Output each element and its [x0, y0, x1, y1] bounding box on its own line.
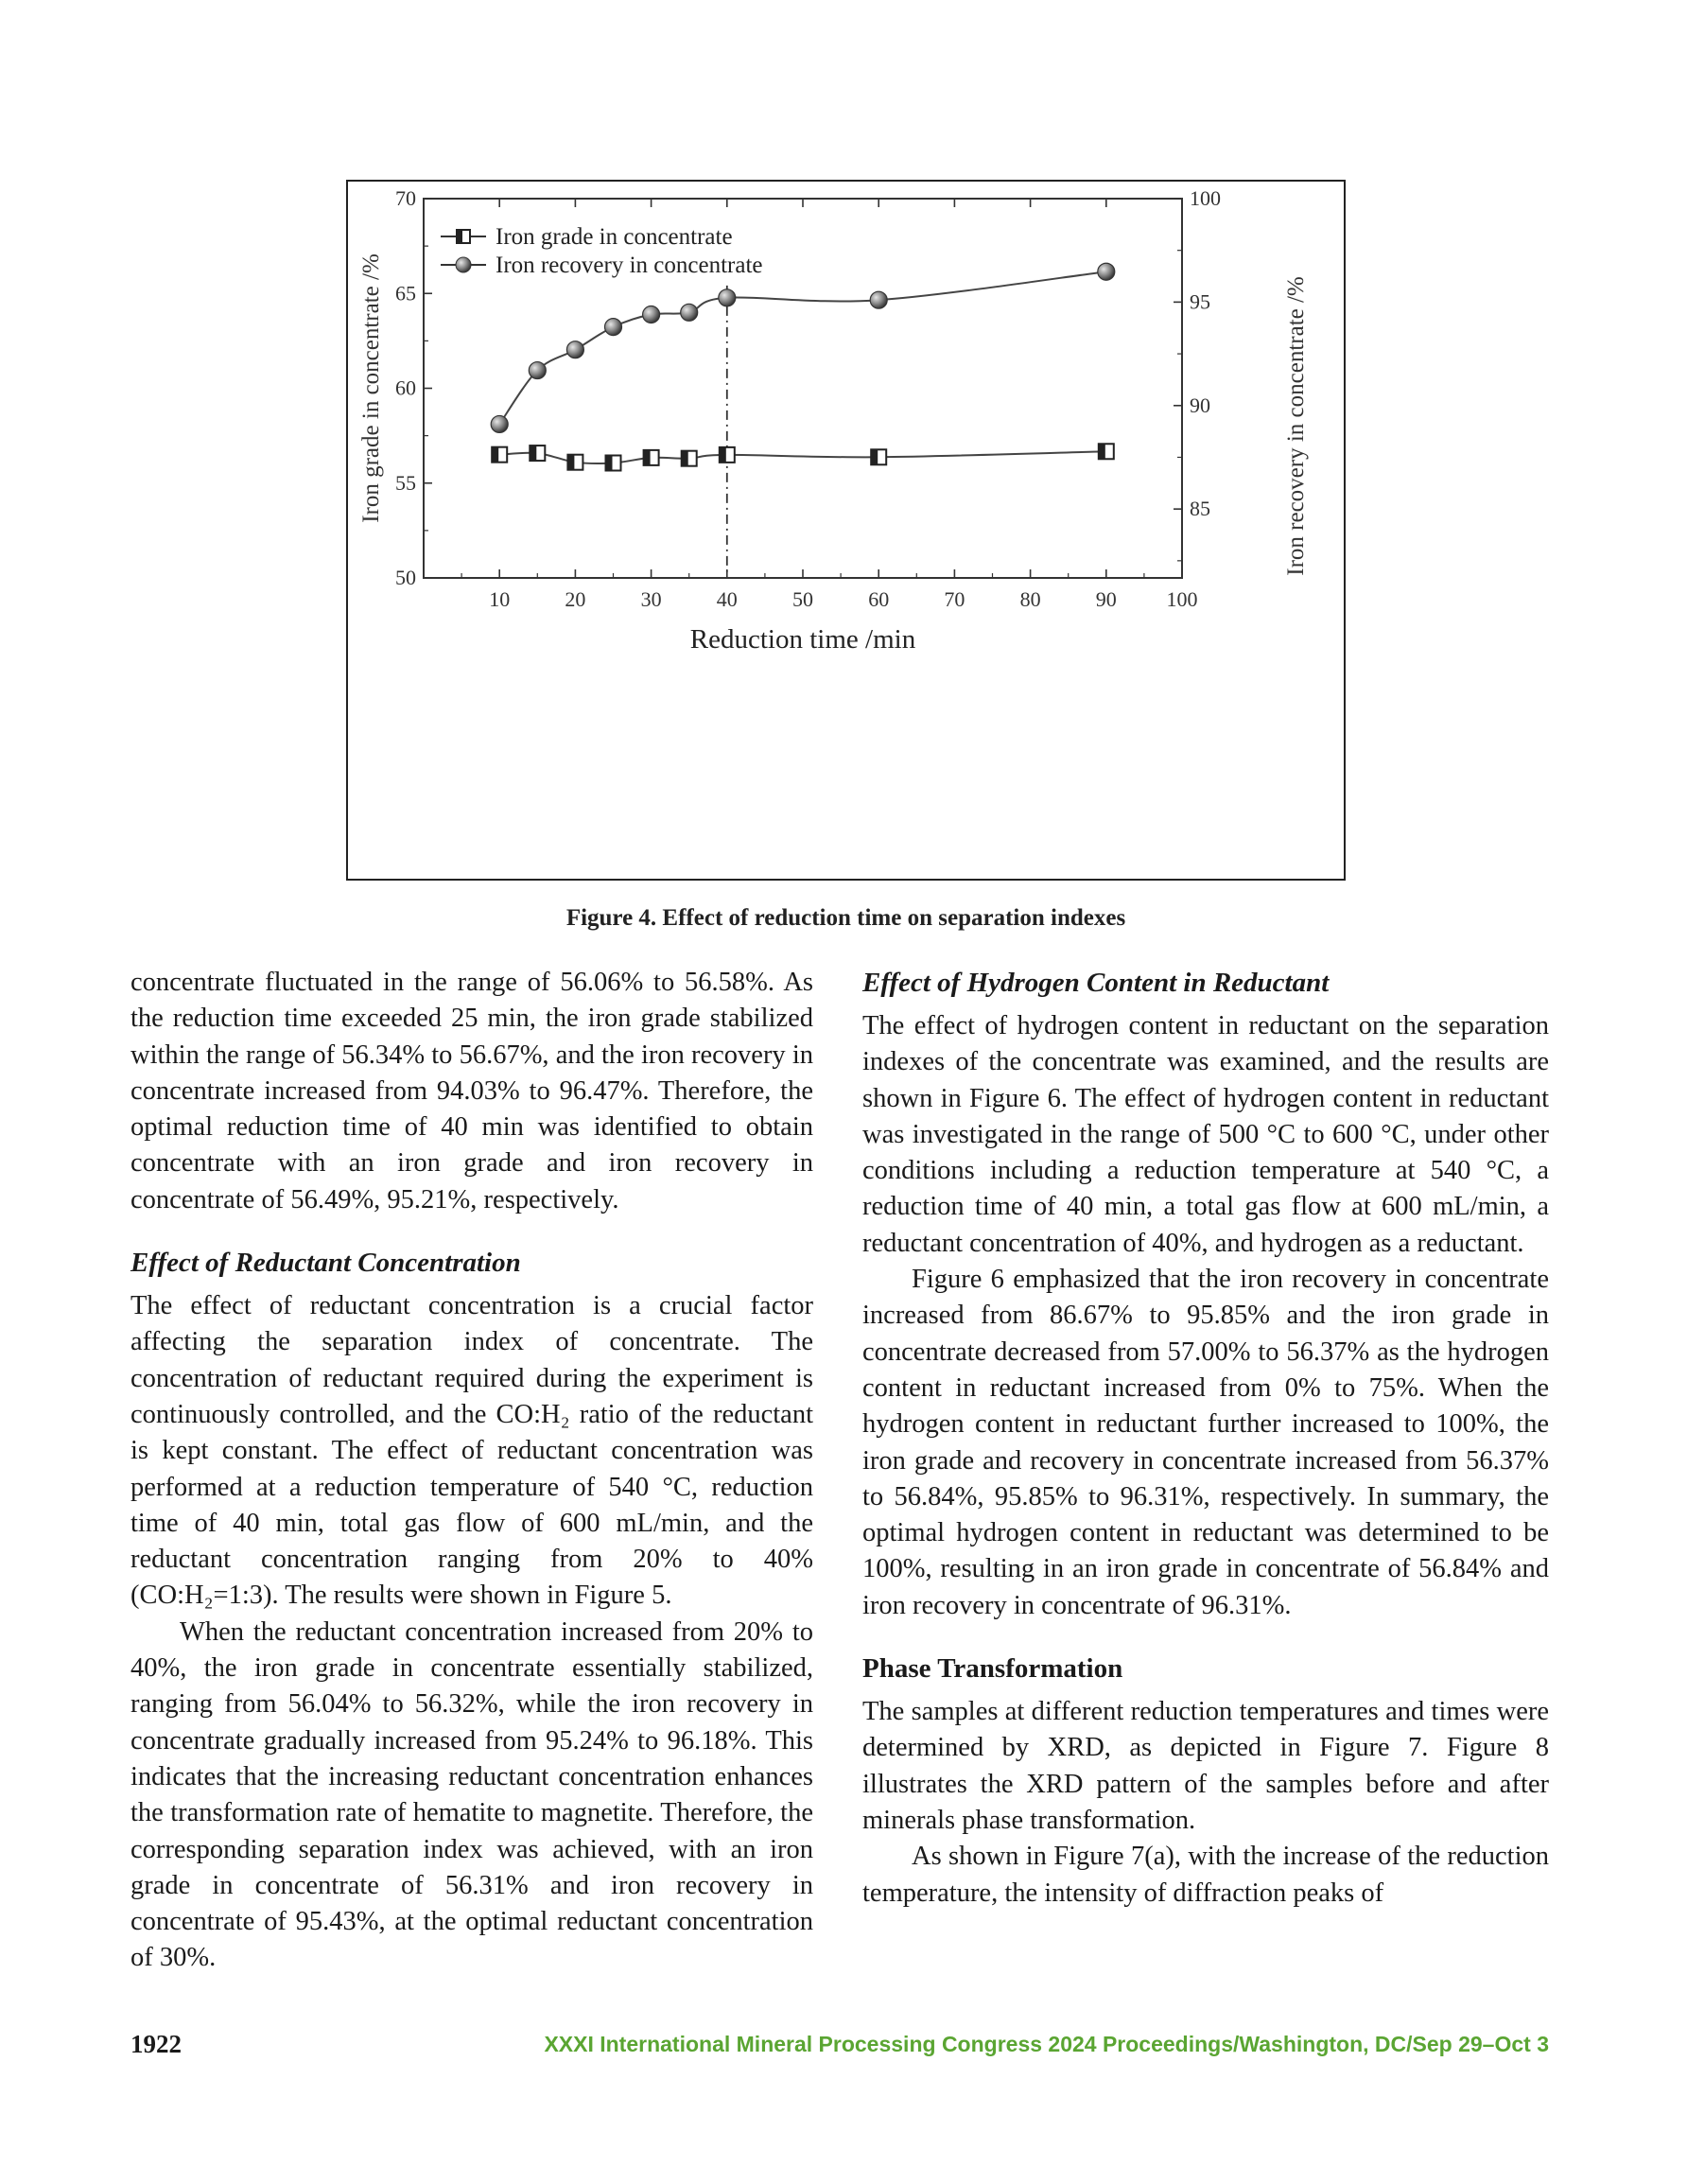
section-heading: Effect of Reductant Concentration [130, 1248, 521, 1279]
legend-marker [456, 257, 471, 272]
data-point-grade [1099, 444, 1114, 459]
y-right-tick-label: 95 [1190, 289, 1210, 314]
x-tick-label: 70 [944, 587, 965, 611]
x-tick-label: 80 [1019, 587, 1041, 611]
x-tick-label: 10 [489, 587, 511, 611]
x-tick-label: 100 [1166, 587, 1198, 611]
figure-4 [346, 180, 1346, 881]
chart-legend [441, 224, 762, 278]
y-right-tick-label: 100 [1190, 186, 1221, 210]
y-left-tick-label: 55 [395, 470, 416, 495]
y-right-tick-label: 85 [1190, 497, 1210, 521]
paragraph: The effect of hydrogen content in reductant on the separation indexes of the concentrate was examined, and the results are shown in Figure 6. The effect of hydrogen content in reductant was investigated in the range of 500 °C to 600 °C, under other conditions including a reduction temperature at 540 °C, a reduction time of 40 min, a total gas flow at 600 mL/min, a reductant concentration of 40%, and hydrogen as a reductant. [862, 1011, 1549, 1258]
data-point-grade [682, 451, 697, 466]
y-right-tick-label: 90 [1190, 393, 1210, 417]
marker-fill [871, 449, 878, 464]
plot-marks [491, 263, 1115, 578]
conference-footer: XXXI International Mineral Processing Congress 2024 Proceedings/Washington, DC/Sep 29–Oct 3 [544, 2032, 1549, 2056]
data-point-recovery [529, 362, 546, 379]
y-left-tick-label: 65 [395, 281, 416, 306]
paragraph: As shown in Figure 7(a), with the increase of the reduction temperature, the intensity of diffraction peaks of [862, 1842, 1549, 1908]
marker-fill [492, 447, 498, 463]
y-left-tick-label: 70 [395, 186, 416, 210]
paragraph: concentrate fluctuated in the range of 56.06% to 56.58%. As the reduction time exceeded 25 min, the iron grade stabilized within the range of 56.34% to 56.67%, and the iron recovery in concentrate increased from 94.03% to 96.47%. Therefore, the optimal reduction time of 40 min was identified to obtain concentrate with an iron grade and iron recovery in concentrate of 56.49%, 95.21%, respectively. [130, 968, 813, 1214]
paragraph: When the reductant concentration increased from 20% to 40%, the iron grade in concentrate essentially stabilized, ranging from 56.04% to 56.32%, while the iron recovery in concentrate gradually increased from 95.24% to 96.18%. This indicates that the increasing reductant concentration enhances the transformation rate of hematite to magnetite. Therefore, the corresponding separation index was achieved, with an iron grade in concentrate of 56.31% and iron recovery in concentrate of 95.43%, at the optimal reductant concentration of 30%. [130, 1616, 813, 1973]
x-tick-label: 40 [716, 587, 738, 611]
y-left-tick-label: 50 [395, 566, 416, 589]
data-point-recovery [643, 306, 660, 323]
legend-marker-fill [457, 230, 462, 243]
data-point-recovery [566, 341, 583, 358]
x-tick-label: 20 [565, 587, 586, 611]
paragraph: The effect of reductant concentration is a crucial factor affecting the separation index of concentrate. The concentration of reductant required during the experiment is continuously controlled, and the CO:H₂ ratio of the reductant is kept constant. The effect of reductant concentration was performed at a reduction temperature of 540 °C, reduction time of 40 min, total gas flow of 600 mL/min, and the reductant concentration ranging from 20% to 40% (CO:H₂=1:3). The results were shown in Figure 5. [130, 1291, 813, 1611]
data-point-recovery [719, 289, 736, 306]
chart [348, 182, 1344, 879]
data-point-recovery [605, 319, 622, 336]
section-heading: Effect of Hydrogen Content in Reductant [862, 968, 1330, 998]
marker-fill [530, 446, 536, 461]
y-right-axis-label: Iron recovery in concentrate /% [1283, 276, 1309, 576]
marker-fill [1099, 444, 1105, 459]
data-point-recovery [681, 304, 698, 321]
legend-label: Iron recovery in concentrate [496, 253, 763, 278]
data-point-recovery [870, 291, 887, 308]
marker-fill [567, 455, 574, 470]
y-left-axis-label: Iron grade in concentrate /% [358, 253, 384, 523]
y-left-tick-label: 60 [395, 376, 416, 400]
x-tick-label: 90 [1095, 587, 1117, 611]
data-point-grade [530, 446, 545, 461]
data-point-grade [492, 447, 507, 463]
data-point-grade [720, 447, 735, 463]
x-axis-label: Reduction time /min [689, 624, 916, 655]
data-point-recovery [1098, 263, 1115, 280]
left-column [130, 965, 813, 1977]
x-tick-label: 60 [868, 587, 890, 611]
marker-fill [720, 447, 726, 463]
paragraph: The samples at different reduction temperatures and times were determined by XRD, as depicted in Figure 7. Figure 8 illustrates the XRD pattern of the samples before and after minerals phase transformation. [862, 1697, 1549, 1835]
page-number: 1922 [130, 2030, 182, 2058]
x-tick-label: 30 [640, 587, 662, 611]
data-point-grade [606, 455, 621, 470]
figure-caption: Figure 4. Effect of reduction time on separation indexes [565, 905, 1126, 931]
paragraph: Figure 6 emphasized that the iron recovery in concentrate increased from 86.67% to 95.85% and the iron grade in concentrate decreased from 57.00% to 56.37% as the hydrogen content in reductant increased from 0% to 75%. When the hydrogen content in reductant further increased to 100%, the iron grade and recovery in concentrate increased from 56.37% to 56.84%, 95.85% to 96.31%, respectively. In summary, the optimal hydrogen content in reductant was determined to be 100%, resulting in an iron grade in concentrate of 56.84% and iron recovery in concentrate of 96.31%. [862, 1265, 1549, 1620]
data-point-recovery [491, 415, 508, 432]
marker-fill [682, 451, 688, 466]
marker-fill [644, 450, 651, 465]
x-tick-label: 50 [792, 587, 813, 611]
data-point-grade [567, 455, 583, 470]
data-point-grade [644, 450, 659, 465]
legend-label: Iron grade in concentrate [496, 224, 733, 250]
right-column [862, 965, 1549, 1912]
marker-fill [606, 455, 613, 470]
section-heading: Phase Transformation [862, 1653, 1123, 1685]
series-line-2 [499, 271, 1106, 424]
data-point-grade [871, 449, 886, 464]
series-line-1 [499, 451, 1106, 463]
